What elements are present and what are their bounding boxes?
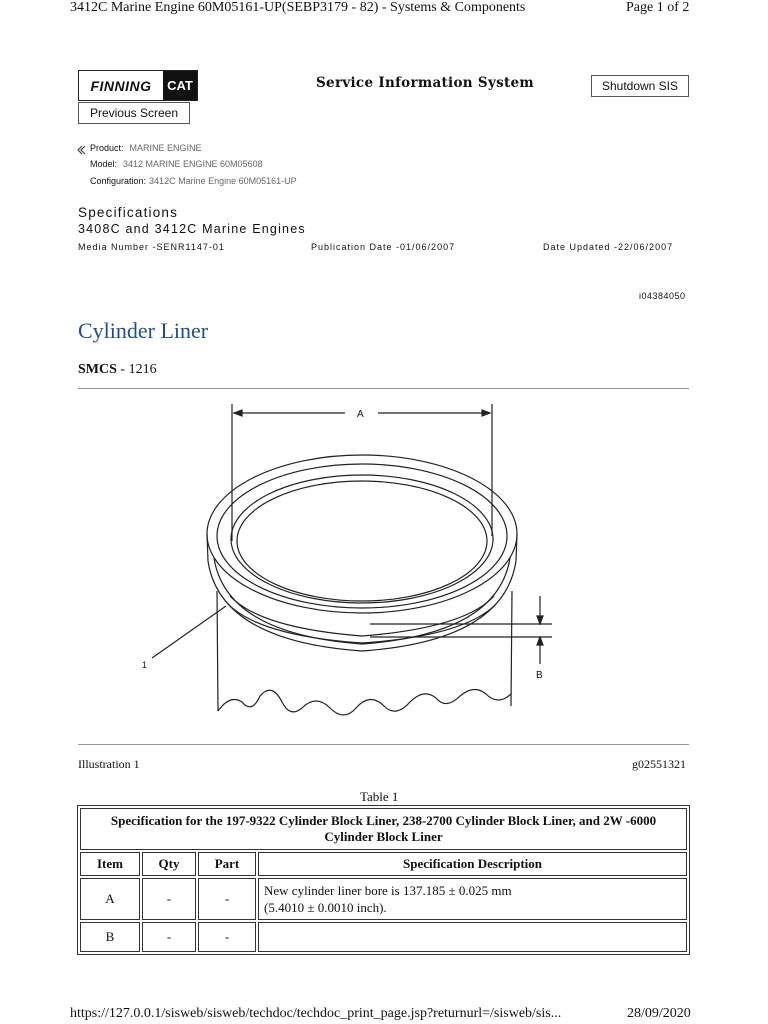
callout-1-label: 1	[142, 660, 148, 670]
row-description	[258, 878, 687, 920]
print-header-page: Page 1 of 2	[626, 0, 690, 15]
table-row	[80, 922, 687, 952]
previous-screen-button[interactable]: Previous Screen	[78, 102, 190, 124]
header-qty: Qty	[142, 852, 196, 876]
document-id: i04384050	[639, 291, 686, 301]
row-description	[258, 922, 687, 952]
shutdown-sis-button[interactable]: Shutdown SIS	[591, 75, 689, 97]
dimension-a-label: A	[357, 409, 364, 420]
header-part: Part	[198, 852, 256, 876]
smcs-value: - 1216	[116, 362, 157, 377]
date-updated: Date Updated -22/06/2007	[543, 242, 674, 252]
table-row	[80, 878, 687, 920]
sis-title: Service Information System	[316, 75, 535, 91]
product-label: Product:	[90, 143, 124, 153]
smcs-label: SMCS	[78, 362, 117, 377]
table-title: Specification for the 197-9322 Cylinder Block Liner, 238-2700 Cylinder Block Liner, and 2W -6000 Cylinder Block Liner	[80, 808, 687, 850]
cat-logo-badge: CAT	[163, 71, 197, 100]
breadcrumb-configuration	[90, 176, 297, 186]
page-title: Cylinder Liner	[78, 318, 209, 343]
print-footer-date: 28/09/2020	[627, 1006, 691, 1021]
illustration-code: g02551321	[632, 757, 686, 771]
specification-table	[77, 805, 690, 955]
configuration-value: 3412C Marine Engine 60M05161-UP	[149, 176, 297, 186]
document-subheading: 3408C and 3412C Marine Engines	[78, 222, 306, 236]
breadcrumb-product	[90, 143, 202, 153]
row-part: -	[198, 878, 256, 920]
document-heading: Specifications	[78, 205, 179, 220]
table-caption: Table 1	[360, 789, 399, 804]
finning-cat-logo	[78, 70, 198, 101]
header-specification-description: Specification Description	[258, 852, 687, 876]
divider	[78, 388, 689, 389]
publication-date: Publication Date -01/06/2007	[311, 242, 456, 252]
configuration-label: Configuration:	[90, 176, 147, 186]
dimension-b-label: B	[536, 670, 543, 681]
description-line-2: (5.4010 ± 0.0010 inch).	[264, 900, 387, 915]
media-number: Media Number -SENR1147-01	[78, 242, 225, 252]
model-value[interactable]: 3412 MARINE ENGINE 60M05608	[123, 159, 263, 169]
illustration-caption: Illustration 1	[78, 757, 140, 771]
row-item: B	[80, 922, 140, 952]
model-label: Model:	[90, 159, 118, 169]
divider	[78, 744, 689, 745]
cylinder-liner-illustration	[130, 396, 560, 741]
row-item: A	[80, 878, 140, 920]
print-footer-url: https://127.0.0.1/sisweb/sisweb/techdoc/techdoc_print_page.jsp?returnurl=/sisweb/sis...	[70, 1006, 562, 1021]
breadcrumb-model	[90, 159, 263, 169]
row-qty: -	[142, 922, 196, 952]
header-item: Item	[80, 852, 140, 876]
row-part: -	[198, 922, 256, 952]
finning-logo-text: FINNING	[90, 77, 152, 94]
description-line-1: New cylinder liner bore is 137.185 ± 0.025 mm	[264, 883, 512, 898]
page-break-area	[0, 958, 768, 998]
back-chevron-icon[interactable]	[76, 142, 86, 160]
row-qty: -	[142, 878, 196, 920]
smcs-code	[78, 362, 157, 378]
product-value[interactable]: MARINE ENGINE	[129, 143, 202, 153]
print-header-title: 3412C Marine Engine 60M05161-UP(SEBP3179 - 82) - Systems & Components	[70, 0, 526, 15]
